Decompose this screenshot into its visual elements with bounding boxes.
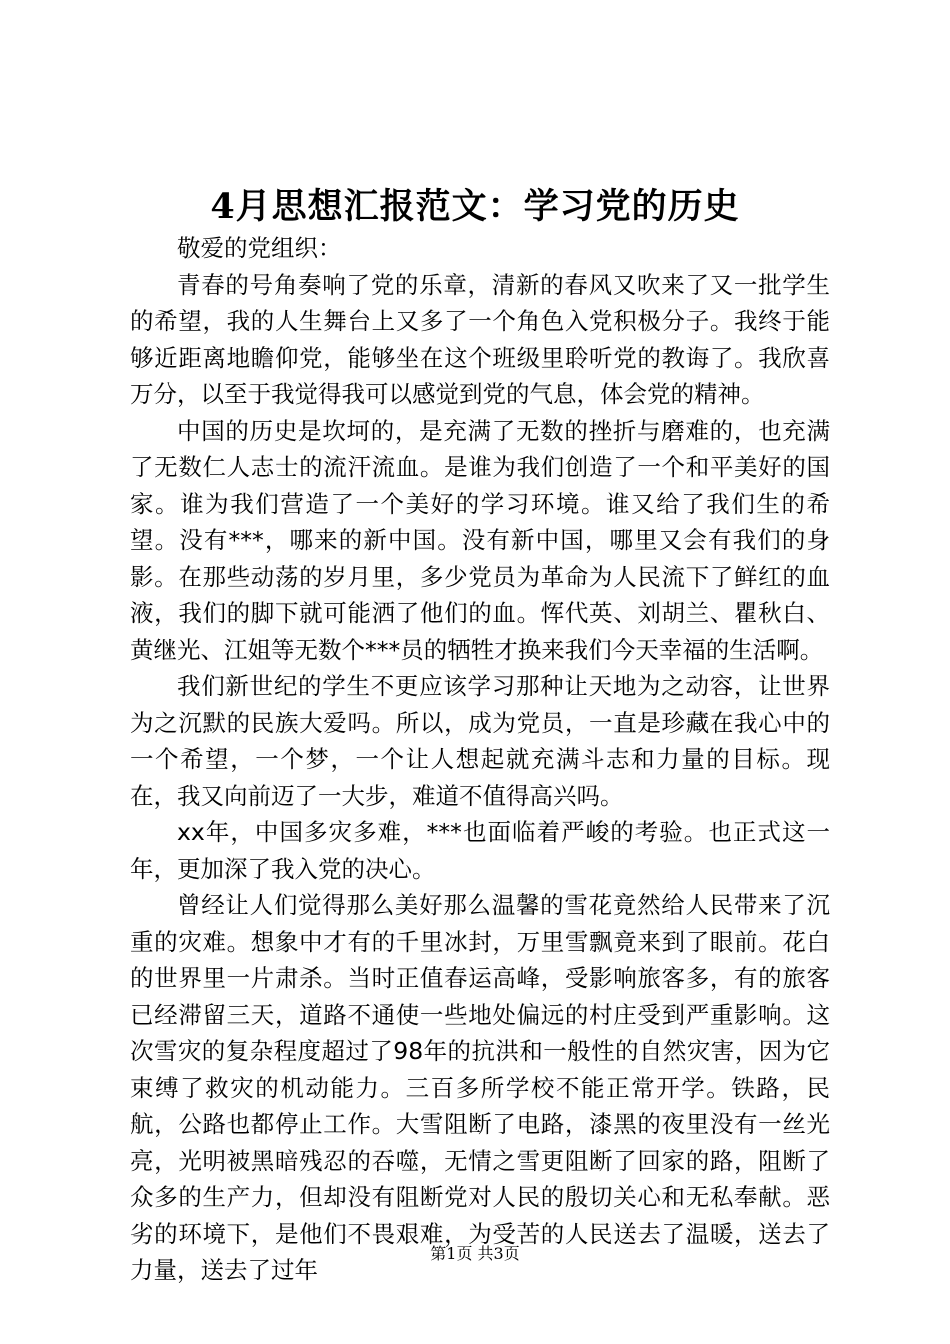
page-footer: 第1页 共3页 — [430, 1244, 520, 1263]
paragraph: 青春的号角奏响了党的乐章，清新的春风又吹来了又一批学生的希望，我的人生舞台上又多了一个角色入党积极分子。我终于能够近距离地瞻仰党，能够坐在这个班级里聆听党的教诲了。我欣喜万分，以至于我觉得我可以感觉到党的气息，体会党的精神。 — [130, 270, 830, 408]
paragraph: xx年，中国多灾多难，***也面临着严峻的考验。也正式这一年，更加深了我入党的决心。 — [130, 818, 830, 883]
paragraph: 我们新世纪的学生不更应该学习那种让天地为之动容，让世界为之沉默的民族大爱吗。所以，成为党员，一直是珍藏在我心中的一个希望，一个梦，一个让人想起就充满斗志和力量的目标。现在，我又向前迈了一大步，难道不值得高兴吗。 — [130, 672, 830, 810]
paragraph: 中国的历史是坎坷的，是充满了无数的挫折与磨难的，也充满了无数仁人志士的流汗流血。是谁为我们创造了一个和平美好的国家。谁为我们营造了一个美好的学习环境。谁又给了我们生的希望。没有***，哪来的新中国。没有新中国，哪里又会有我们的身影。在那些动荡的岁月里，多少党员为革命为人民流下了鲜红的血液，我们的脚下就可能洒了他们的血。恽代英、刘胡兰、瞿秋白、黄继光、江姐等无数个***员的牺牲才换来我们今天幸福的生活啊。 — [130, 416, 830, 664]
page-title: 4月思想汇报范文：学习党的历史 — [210, 186, 740, 227]
salutation: 敬爱的党组织： — [177, 234, 342, 262]
paragraph: 曾经让人们觉得那么美好那么温馨的雪花竟然给人民带来了沉重的灾难。想象中才有的千里冰封，万里雪飘竟来到了眼前。花白的世界里一片肃杀。当时正值春运高峰，受影响旅客多，有的旅客已经滞留三天，道路不通使一些地处偏远的村庄受到严重影响。这次雪灾的复杂程度超过了98年的抗洪和一般性的自然灾害，因为它束缚了救灾的机动能力。三百多所学校不能正常开学。铁路，民航，公路也都停止工作。大雪阻断了电路，漆黑的夜里没有一丝光亮，光明被黑暗残忍的吞噬，无情之雪更阻断了回家的路，阻断了众多的生产力，但却没有阻断党对人民的殷切关心和无私奉献。恶劣的环境下，是他们不畏艰难，为受苦的人民送去了温暖，送去了力量，送去了过年 — [130, 891, 830, 1284]
document-body — [130, 230, 830, 1289]
